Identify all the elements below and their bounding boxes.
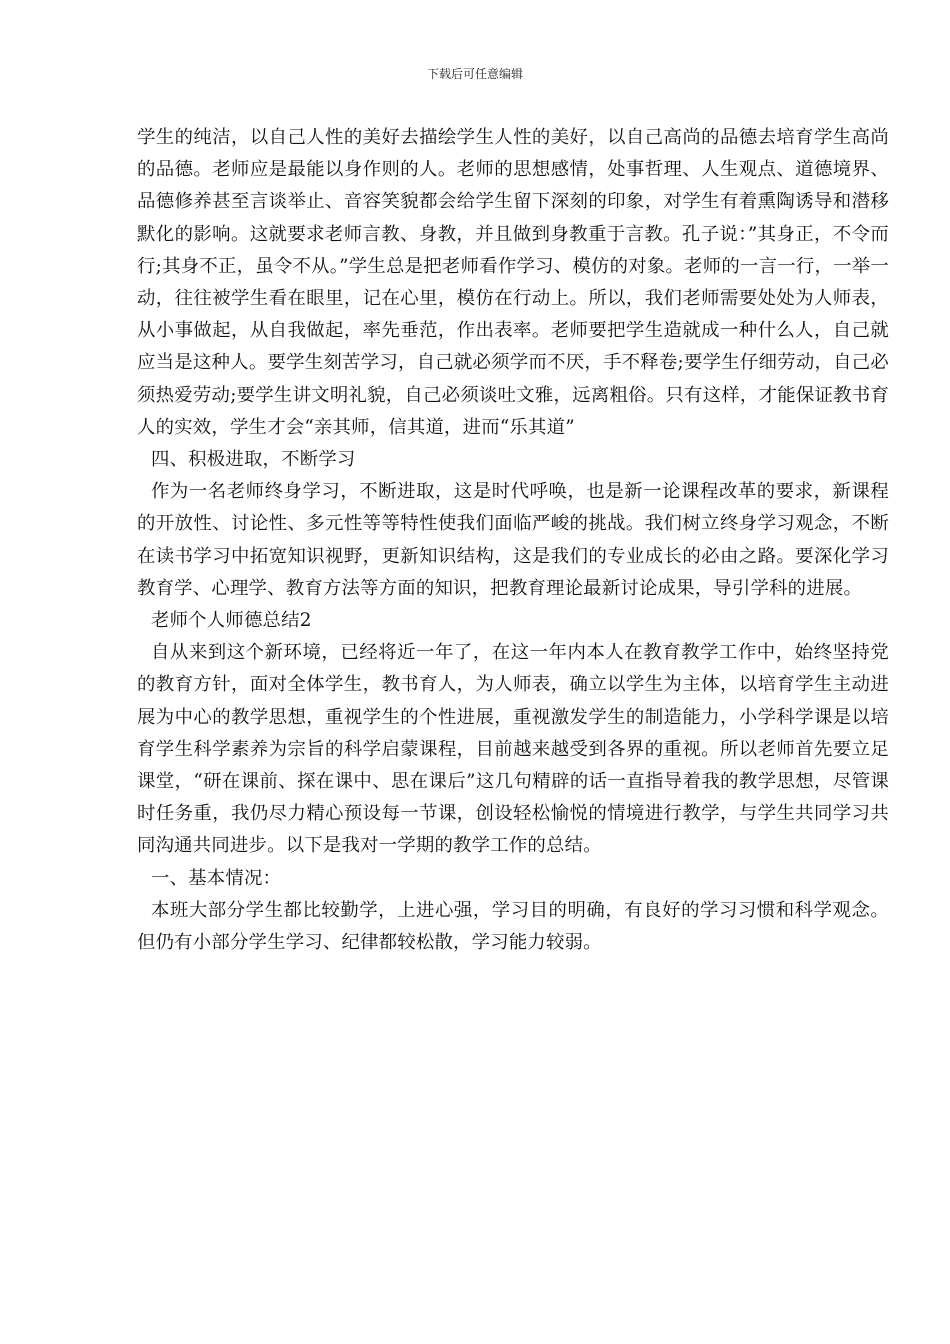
document-title-summary-2: 老师个人师德总结2 [151, 610, 312, 632]
section-heading-basic-situation: 一、基本情况： [151, 867, 282, 889]
document-body [137, 122, 889, 959]
page-header: 下载后可任意编辑 [426, 67, 523, 81]
paragraph-role-model: 学生的纯洁，以自己人性的美好去描绘学生人性的美好，以自己高尚的品德去培育学生高尚的品德。老师应是最能以身作则的人。老师的思想感情，处事哲理、人生观点、道德境界、品德修养甚至言谈举止、音容笑貌都会给学生留下深刻的印象，对学生有着熏陶诱导和潜移默化的影响。这就要求老师言教、身教，并且做到身教重于言教。孔子说：”其身正，不令而行;其身不正，虽令不从。”学生总是把老师看作学习、模仿的对象。老师的一言一行，一举一动，往往被学生看在眼里，记在心里，模仿在行动上。所以，我们老师需要处处为人师表，从小事做起，从自我做起，率先垂范，作出表率。老师要把学生造就成一种什么人，自己就应当是这种人。要学生刻苦学习，自己就必须学而不厌，手不释卷;要学生仔细劳动，自己必须热爱劳动;要学生讲文明礼貌，自己必须谈吐文雅，远离粗俗。只有这样，才能保证教书育人的实效，学生才会“亲其师，信其道，进而“乐其道” [137, 127, 889, 438]
paragraph-class-situation: 本班大部分学生都比较勤学，上进心强，学习目的明确，有良好的学习习惯和科学观念。但仍有小部分学生学习、纪律都较松散，学习能力较弱。 [137, 899, 889, 954]
paragraph-lifelong-learning: 作为一名老师终身学习，不断进取，这是时代呼唤，也是新一论课程改革的要求，新课程的开放性、讨论性、多元性等等特性使我们面临严峻的挑战。我们树立终身学习观念，不断在读书学习中拓宽知识视野，更新知识结构，这是我们的专业成长的必由之路。要深化学习教育学、心理学、教育方法等方面的知识，把教育理论最新讨论成果，导引学科的进展。 [137, 481, 889, 599]
paragraph-teaching-intro: 自从来到这个新环境，已经将近一年了，在这一年内本人在教育教学工作中，始终坚持党的教育方针，面对全体学生，教书育人，为人师表，确立以学生为主体，以培育学生主动进展为中心的教学思想，重视学生的个性进展，重视激发学生的制造能力，小学科学课是以培育学生科学素养为宗旨的科学启蒙课程，目前越来越受到各界的重视。所以老师首先要立足课堂，“研在课前、探在课中、思在课后”这几句精辟的话一直指导着我的教学思想，尽管课时任务重，我仍尽力精心预设每一节课，创设轻松愉悦的情境进行教学，与学生共同学习共同沟通共同进步。以下是我对一学期的教学工作的总结。 [137, 642, 889, 857]
section-heading-learning: 四、积极进取，不断学习 [151, 449, 356, 471]
